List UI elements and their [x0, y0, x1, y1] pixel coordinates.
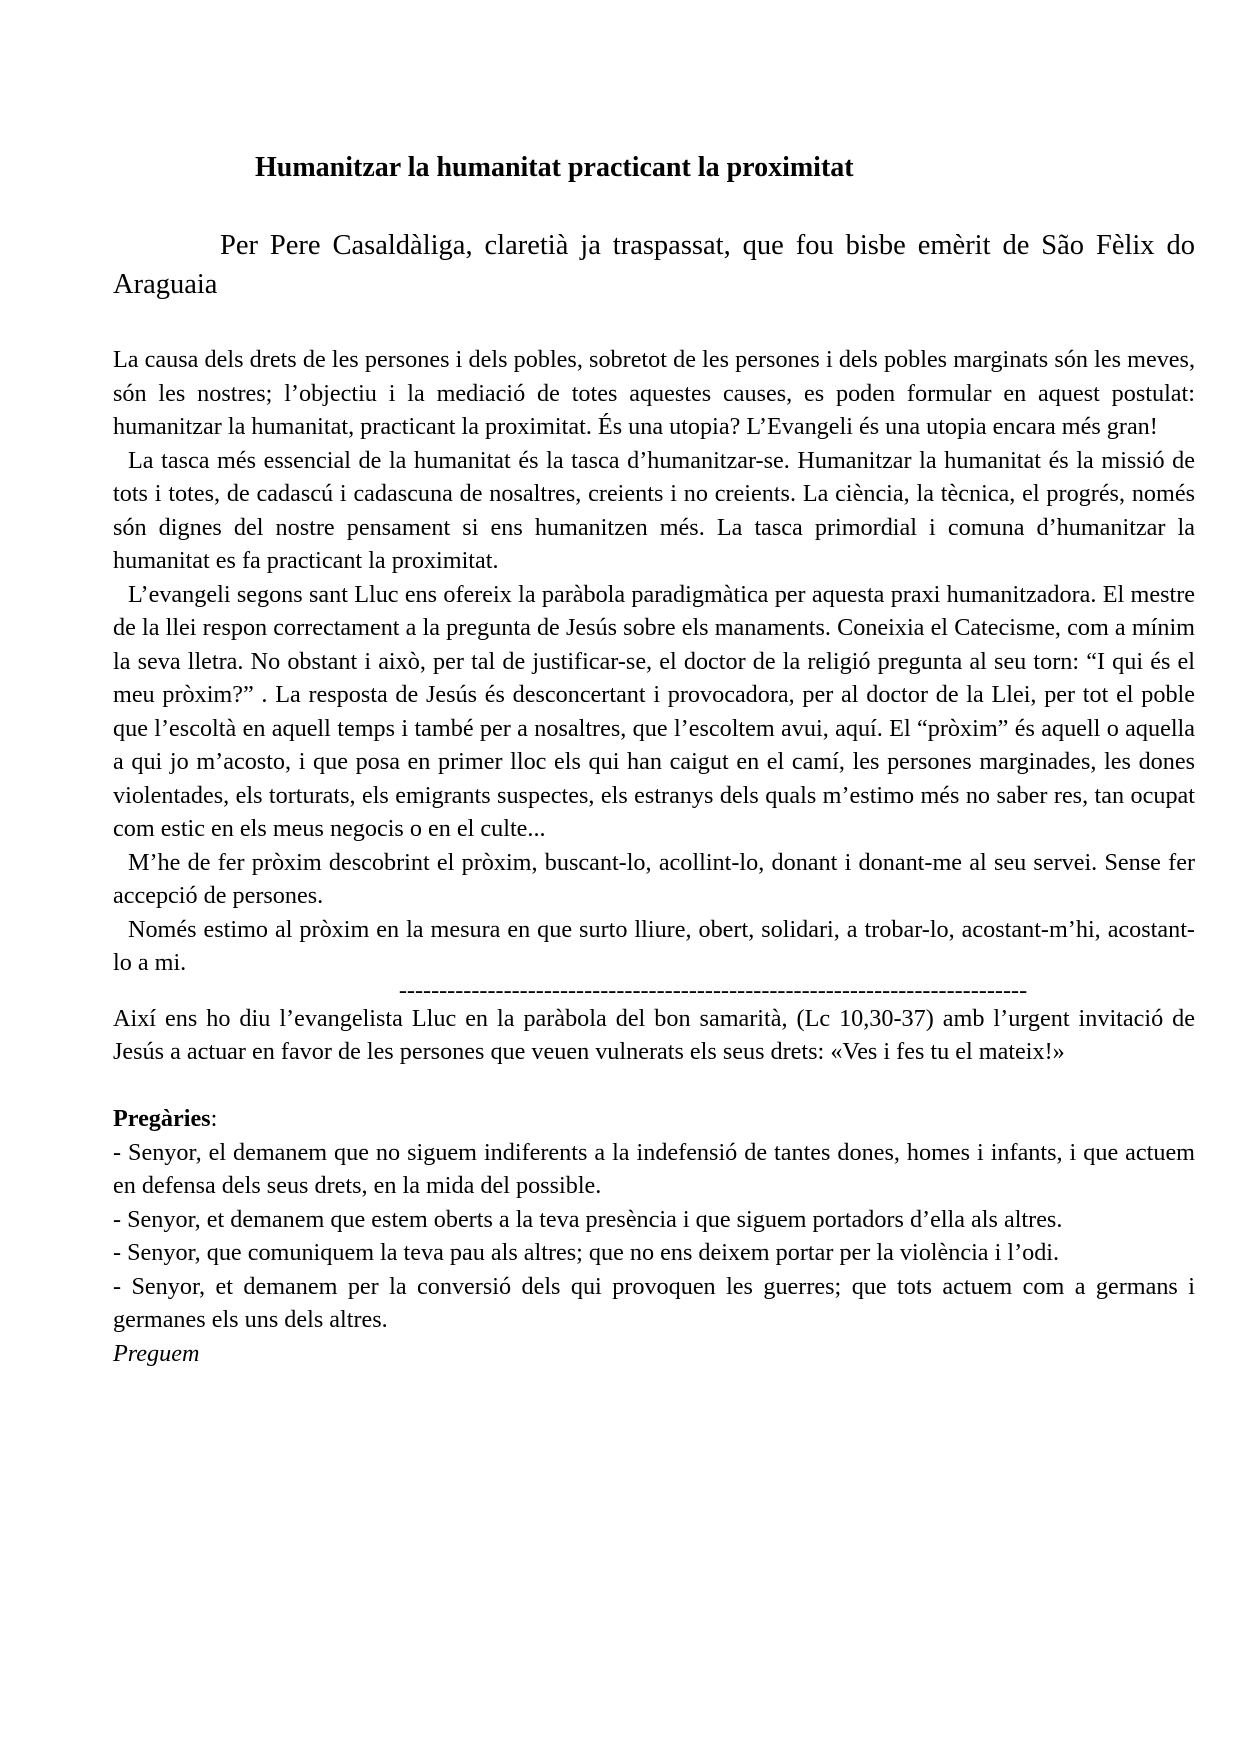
prayers-heading: Pregàries: [113, 1105, 211, 1132]
paragraph: La tasca més essencial de la humanitat és la tasca d’humanitzar-se. Humanitzar la humanitat és la missió de tots i totes, de cadascú i cadascuna de nosaltres, creients i no creients. La ciència, la tècnica, el progrés, només són dignes del nostre pensament si ens humanitzen més. La tasca primordial i comuna d’humanitzar la humanitat es fa practicant la proximitat.: [113, 446, 1195, 574]
prayer-item: - Senyor, que comuniquem la teva pau als altres; que no ens deixem portar per la violència i l’odi.: [113, 1239, 1060, 1266]
closing-paragraph: Així ens ho diu l’evangelista Lluc en la paràbola del bon samarità, (Lc 10,30-37) amb l’urgent invitació de Jesús a actuar en favor de les persones que veuen vulnerats els seus drets: «Ves i fes tu el mateix!»: [113, 1004, 1195, 1065]
prayer-item: - Senyor, et demanem per la conversió dels qui provoquen les guerres; que tots actuem com a germans i germanes els uns dels altres.: [113, 1272, 1195, 1333]
document-body: [113, 343, 1195, 1370]
prayer-item: - Senyor, et demanem que estem oberts a la teva presència i que siguem portadors d’ella als altres.: [113, 1205, 1063, 1233]
separator-line: ------------------------------------------------------------------------------: [398, 979, 1028, 1002]
blank-line: [113, 1069, 1195, 1103]
prayers-closing: Preguem: [113, 1339, 200, 1367]
document-title: Humanitzar la humanitat practicant la proximitat: [255, 152, 854, 183]
paragraph: La causa dels drets de les persones i dels pobles, sobretot de les persones i dels pobles marginats són les meves, són les nostres; l’objectiu i la mediació de totes aquestes causes, es poden formular en aquest postulat: humanitzar la humanitat, practicant la proximitat. És una utopia? L’Evangeli és una utopia encara més gran!: [113, 346, 1195, 440]
author-byline: Per Pere Casaldàliga, claretià ja traspassat, que fou bisbe emèrit de São Fèlix do Araguaia: [113, 230, 1195, 300]
paragraph: L’evangeli segons sant Lluc ens ofereix la paràbola paradigmàtica per aquesta praxi humanitzadora. El mestre de la llei respon correctament a la pregunta de Jesús sobre els manaments. Coneixia el Catecisme, com a mínim la seva lletra. No obstant i això, per tal de justificar-se, el doctor de la religió pregunta al seu torn: “I qui és el meu pròxim?” . La resposta de Jesús és desconcertant i provocadora, per al doctor de la Llei, per tot el poble que l’escoltà en aquell temps i també per a nosaltres, que l’escoltem avui, aquí. El “pròxim” és aquell o aquella a qui jo m’acosto, i que posa en primer lloc els qui han caigut en el camí, les persones marginades, les dones violentades, els torturats, els emigrants suspectes, els estranys dels quals m’estimo més no saber res, tan ocupat com estic en els meus negocis o en el culte...: [113, 580, 1195, 842]
paragraph: Només estimo al pròxim en la mesura en que surto lliure, obert, solidari, a trobar-lo, acostant-m’hi, acostant-lo a mi.: [113, 915, 1195, 976]
paragraph: M’he de fer pròxim descobrint el pròxim, buscant-lo, acollint-lo, donant i donant-me al seu servei. Sense fer accepció de persones.: [113, 848, 1195, 909]
prayers-heading-line: [113, 1102, 1195, 1136]
prayer-item: - Senyor, el demanem que no siguem indiferents a la indefensió de tantes dones, homes i infants, i que actuem en defensa dels seus drets, en la mida del possible.: [113, 1138, 1195, 1199]
prayers-heading-colon: :: [210, 1105, 218, 1132]
